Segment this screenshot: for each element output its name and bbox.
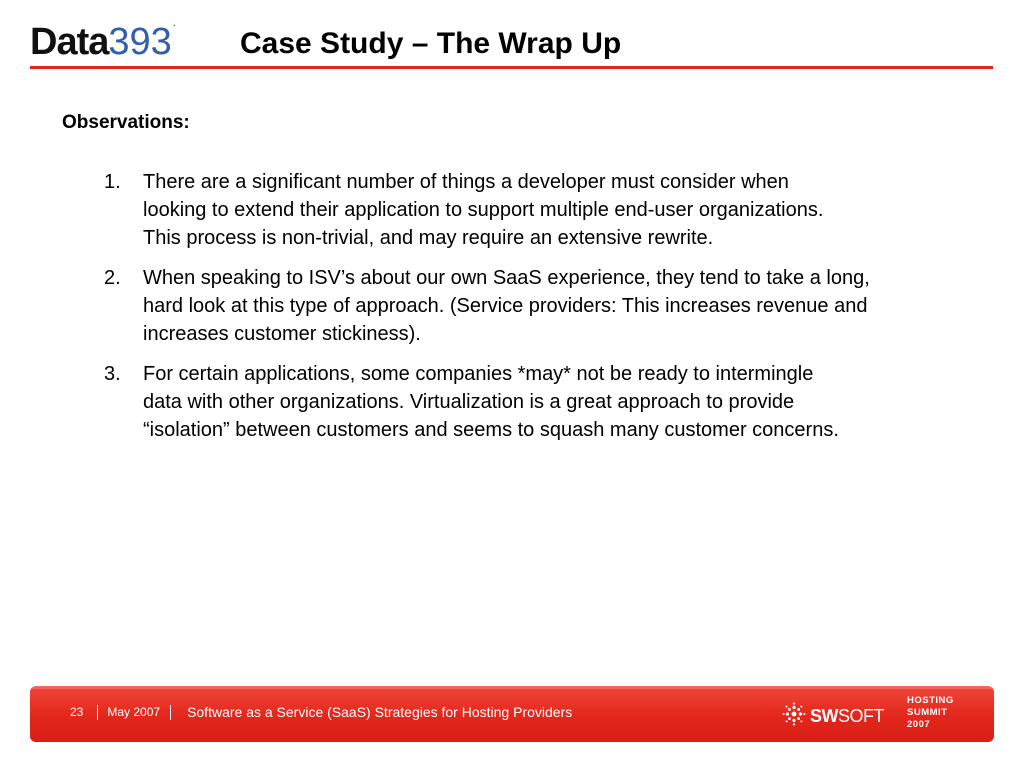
list-item-line: When speaking to ISV’s about our own SaaS experience, they tend to take a long, bbox=[143, 267, 870, 289]
swsoft-logo bbox=[782, 702, 884, 731]
page-number: 23 bbox=[70, 705, 84, 719]
swsoft-wordmark bbox=[810, 706, 884, 727]
summit-line: 2007 bbox=[907, 719, 931, 730]
list-item-line: This process is non-trivial, and may require an extensive rewrite. bbox=[143, 227, 714, 249]
list-item-text bbox=[143, 168, 994, 252]
logo-number: 393 bbox=[108, 21, 172, 63]
logo-mark: ˙ bbox=[172, 22, 178, 38]
list-item bbox=[104, 264, 994, 348]
list-item-text bbox=[143, 360, 994, 444]
footer-bar bbox=[30, 686, 994, 742]
list-item-line: increases customer stickiness). bbox=[143, 323, 421, 345]
list-item bbox=[104, 168, 994, 252]
summit-line: SUMMIT bbox=[907, 707, 948, 718]
footer-description: Software as a Service (SaaS) Strategies for Hosting Providers bbox=[187, 704, 573, 720]
observations-list bbox=[104, 168, 994, 444]
list-item-number: 3. bbox=[104, 363, 121, 385]
footer-info bbox=[70, 704, 572, 720]
list-item-line: “isolation” between customers and seems to squash many customer concerns. bbox=[143, 419, 839, 441]
section-heading: Observations: bbox=[62, 112, 190, 133]
hosting-summit-logo bbox=[907, 695, 954, 731]
list-item-line: hard look at this type of approach. (Service providers: This increases revenue and bbox=[143, 295, 868, 317]
logo-word: Data bbox=[30, 21, 109, 63]
swsoft-wordmark-light: SOFT bbox=[838, 706, 884, 726]
swsoft-burst-icon bbox=[782, 702, 806, 731]
list-item-number: 1. bbox=[104, 171, 121, 193]
swsoft-wordmark-bold: SW bbox=[810, 706, 838, 726]
footer-date: May 2007 bbox=[107, 705, 161, 719]
list-item-line: data with other organizations. Virtualization is a great approach to provide bbox=[143, 391, 795, 413]
slide-title: Case Study – The Wrap Up bbox=[240, 27, 622, 60]
footer-divider bbox=[170, 705, 171, 720]
list-item-text bbox=[143, 264, 994, 348]
list-item-line: looking to extend their application to support multiple end-user organizations. bbox=[143, 199, 824, 221]
list-item bbox=[104, 360, 994, 444]
summit-line: HOSTING bbox=[907, 695, 954, 706]
footer-divider bbox=[97, 705, 98, 720]
list-item-number: 2. bbox=[104, 267, 121, 289]
list-item-line: There are a significant number of things a developer must consider when bbox=[143, 171, 789, 193]
footer-highlight bbox=[30, 686, 994, 689]
data393-logo bbox=[30, 20, 177, 64]
list-item-line: For certain applications, some companies *may* not be ready to intermingle bbox=[143, 363, 814, 385]
title-divider bbox=[30, 66, 993, 69]
